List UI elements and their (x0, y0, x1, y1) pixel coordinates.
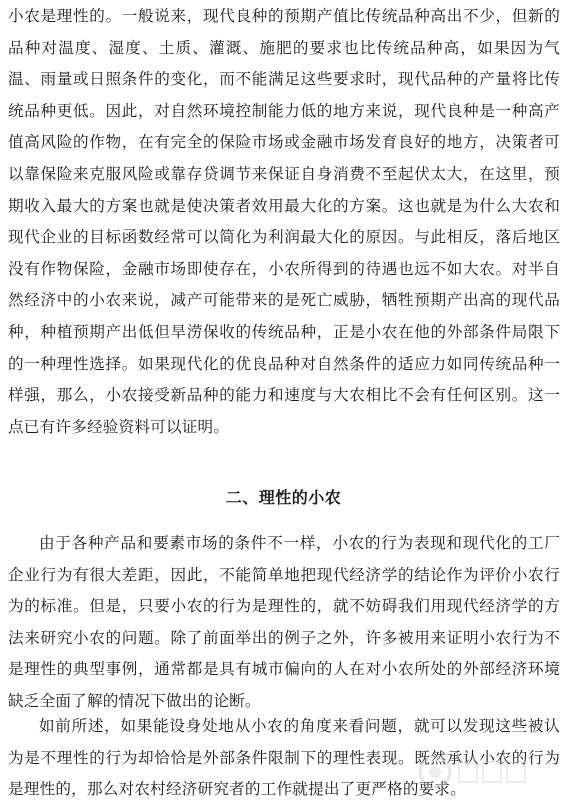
body-paragraph-3: 如前所述，如果能设身处地从小农的角度来看问题，就可以发现这些被认为是不理性的行为却恰恰是外部条件限制下的理性表现。既然承认小农的行为是理性的，那么对农村经济研究者的工作就提出了更严格的要求。 (8, 717, 560, 799)
section-title: 二、理性的小农 (225, 488, 342, 507)
watermark-logo-icon (415, 750, 545, 794)
body-paragraph-1: 小农是理性的。一般说来，现代良种的预期产值比传统品种高出不少，但新的品种对温度、湿度、土质、灌溉、施肥的要求也比传统品种高，如果因为气温、雨量或日照条件的变化，而不能满足这些要求时，现代品种的产量将比传统品种更低。因此，对自然环境控制能力低的地方来说，现代良种是一种高产值高风险的作物，在有完全的保险市场或金融市场发育良好的地方，决策者可以靠保险来克服风险或靠存贷调节来保证自身消费不至起伏太大，在这里，预期收入最大的方案也就是使决策者效用最大化的方案。这也就是为什么大农和现代企业的目标函数经常可以简化为利润最大化的原因。与此相反，落后地区没有作物保险，金融市场即使存在，小农所得到的待遇也远不如大农。对半自然经济中的小农来说，减产可能带来的是死亡威胁，牺牲预期产出高的现代品种，种植预期产出低但旱涝保收的传统品种，正是小农在他的外部条件局限下的一种理性选择。如果现代化的优良品种对自然条件的适应力如同传统品种一样强，那么，小农接受新品种的能力和速度与大农相比不会有任何区别。这一点已有许多经验资料可以证明。 (8, 7, 560, 436)
body-paragraph-2: 由于各种产品和要素市场的条件不一样，小农的行为表现和现代化的工厂企业行为有很大差距，因此，不能简单地把现代经济学的结论作为评价小农行为的标准。但是，只要小农的行为是理性的，就不妨碍我们用现代经济学的方法来研究小农的问题。除了前面举出的例子之外，许多被用来证明小农行为不是理性的典型事例，通常都是具有城市偏向的人在对小农所处的外部经济环境缺乏全面了解的情况下做出的论断。 (8, 534, 560, 710)
